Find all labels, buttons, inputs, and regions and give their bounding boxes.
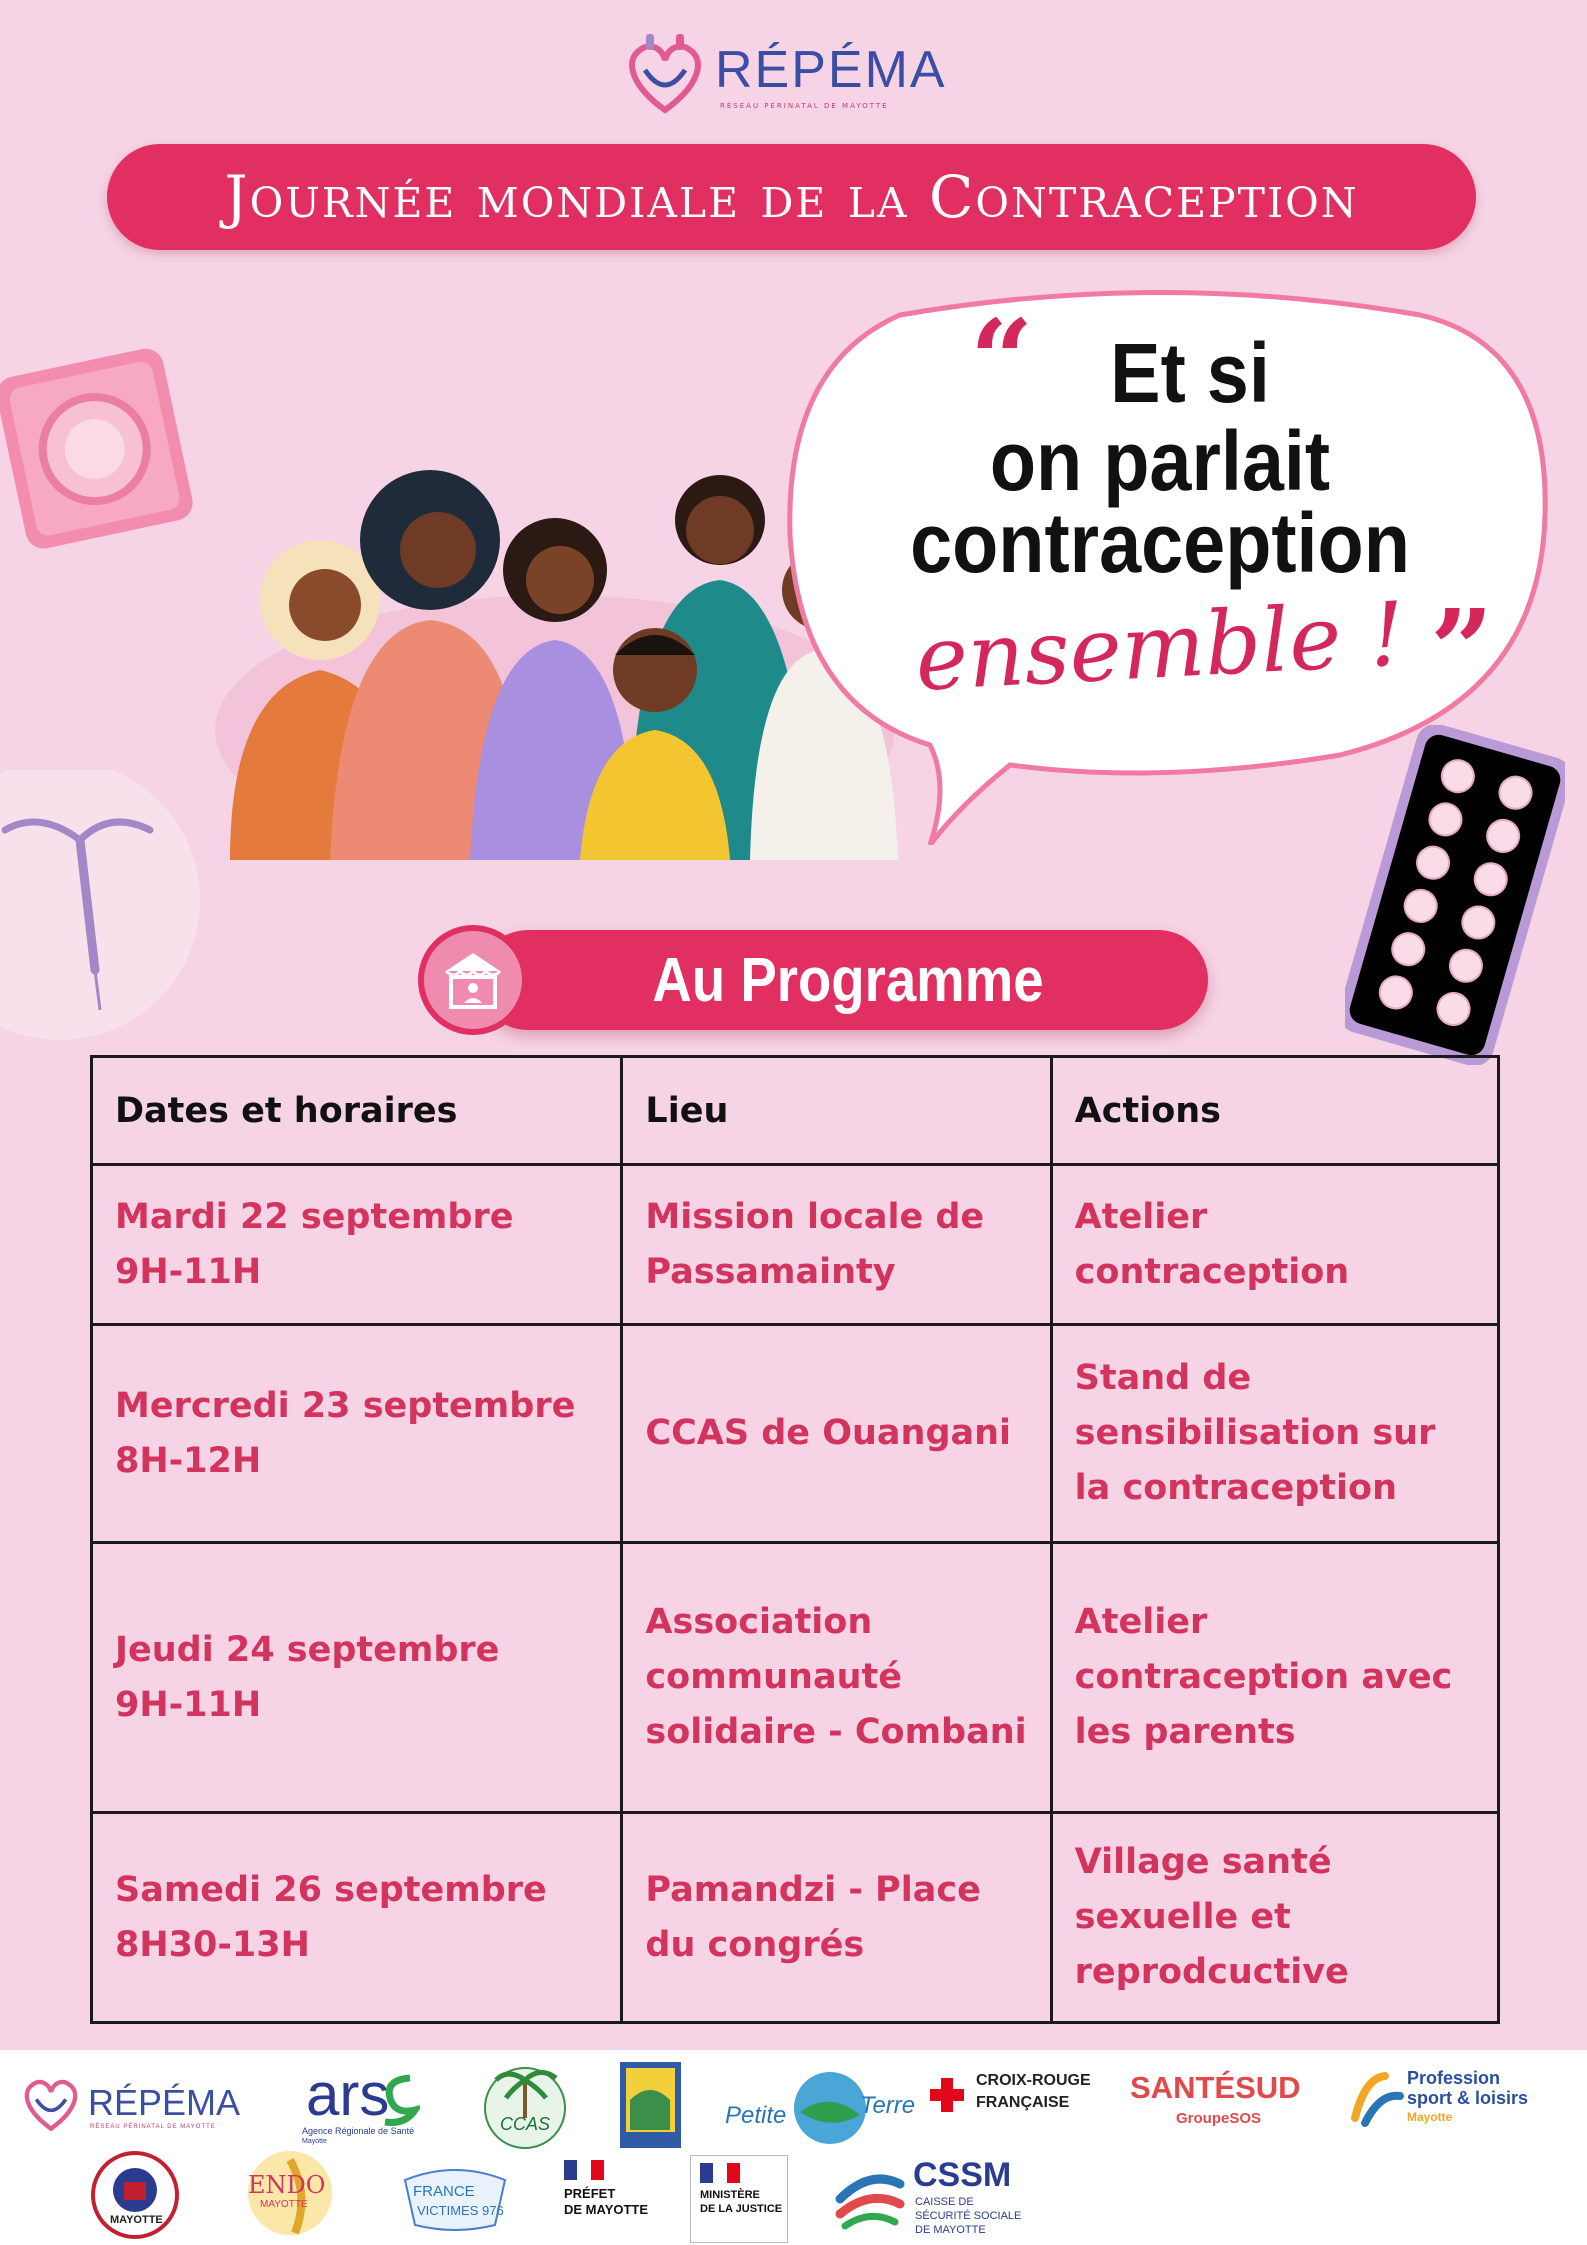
partner-cssm-sub1: CAISSE DE [915,2196,974,2208]
partner-prefet-1: PRÉFET [564,2186,616,2201]
table-row [92,1165,1499,1325]
header-lieu: Lieu [622,1057,1051,1165]
partner-endo-logo [240,2145,350,2245]
schedule-table [90,1055,1500,2024]
partner-endo-name: ENDO [248,2171,326,2199]
page-title: Journée mondiale de la Contraception [224,163,1359,231]
partner-ministere-justice-logo [690,2155,790,2245]
row-date-cell [92,1165,622,1325]
partner-france-victimes-logo [395,2165,525,2235]
partner-shield-logo [618,2060,683,2150]
partner-profession-3: Mayotte [1407,2110,1453,2124]
bubble-line-2: on parlait [989,414,1331,508]
row-time: 8H30-13H [115,1924,310,1965]
partner-cssm-logo [835,2156,1035,2240]
partner-sante-sud-name: SANTÉSUD [1130,2070,1301,2105]
partner-cssm-name: CSSM [913,2156,1012,2194]
row-action: Stand de sensibilisation sur la contraception [1051,1325,1498,1543]
programme-banner [418,925,1208,1035]
row-lieu: Association communauté solidaire - Combani [622,1543,1051,1813]
partner-france-victimes-1: FRANCE [413,2183,475,2200]
table-row [92,1813,1499,2023]
logo-name: RÉPÉMA [715,41,947,99]
row-action: Village santé sexuelle et reprodcuctive [1051,1813,1498,2023]
partner-profession-sport-logo [1345,2068,1555,2138]
repema-heart-icon [18,2070,84,2136]
partner-petite-terre-logo [725,2060,925,2150]
row-date-cell [92,1325,622,1543]
row-lieu: Mission locale de Passamainty [622,1165,1051,1325]
header-actions: Actions [1051,1057,1498,1165]
row-time: 9H-11H [115,1251,262,1292]
partner-cssm-sub3: DE MAYOTTE [915,2224,986,2236]
partner-repema-logo [18,2070,263,2140]
bubble-line-4: ensemble ! [912,582,1408,711]
close-quote-icon: ” [1430,585,1494,714]
partner-sante-sud-sub: GroupeSOS [1176,2110,1262,2127]
partner-ministere-1: MINISTÈRE [700,2189,760,2201]
table-row [92,1325,1499,1543]
row-time: 8H-12H [115,1440,262,1481]
speech-bubble [780,285,1555,845]
row-date-cell [92,1543,622,1813]
ars-swoosh-icon [380,2070,420,2130]
partners-footer [0,2050,1587,2245]
row-action: Atelier contraception [1051,1165,1498,1325]
partner-profession-1: Profession [1407,2068,1501,2088]
partner-ars-sub: Agence Régionale de Santé [302,2126,415,2136]
title-banner [107,144,1476,250]
condom-wrapper-illustration [0,340,200,560]
logo-tagline: RÉSEAU PÉRINATAL DE MAYOTTE [720,102,889,110]
row-date: Mercredi 23 septembre [115,1385,576,1426]
iud-illustration [0,770,200,1040]
partner-mayotte-seal-logo [90,2150,185,2245]
partner-petite-terre-name-2: Terre [860,2092,916,2119]
partner-ars-sub2: Mayotte [302,2138,327,2145]
open-quote-icon: “ [970,295,1034,424]
row-date-cell [92,1813,622,2023]
repema-heart-icon [620,30,710,120]
partner-profession-2: sport & loisirs [1407,2088,1529,2108]
partner-repema-name: RÉPÉMA [88,2082,241,2123]
partner-prefet-2: DE MAYOTTE [564,2202,649,2217]
partner-croix-rouge-logo [930,2070,1105,2130]
table-header-row [92,1057,1499,1165]
red-cross-icon [930,2078,964,2112]
repema-logo [620,30,947,120]
partner-endo-sub: MAYOTTE [260,2199,308,2210]
table-row [92,1543,1499,1813]
partner-ars-logo [298,2061,433,2148]
partner-ccas-logo [478,2058,573,2153]
partner-ars-name: ars [306,2061,390,2128]
row-date: Mardi 22 septembre [115,1196,514,1237]
row-date: Samedi 26 septembre [115,1869,547,1910]
programme-title: Au Programme [652,945,1044,1015]
row-action: Atelier contraception avec les parents [1051,1543,1498,1813]
programme-circle [418,925,528,1035]
partner-croix-rouge-1: CROIX-ROUGE [976,2072,1091,2089]
partner-repema-sub: RÉSEAU PÉRINATAL DE MAYOTTE [90,2124,216,2130]
bubble-line-1: Et si [1110,326,1270,420]
partner-ccas-name: CCAS [500,2114,551,2134]
marianne-flag-icon [700,2163,740,2183]
partner-ministere-2: DE LA JUSTICE [700,2203,783,2215]
partner-prefet-logo [560,2160,660,2245]
row-lieu: Pamandzi - Place du congrés [622,1813,1051,2023]
row-time: 9H-11H [115,1684,262,1725]
row-lieu: CCAS de Ouangani [622,1325,1051,1543]
partner-france-victimes-2: VICTIMES 976 [417,2203,504,2218]
partner-mayotte-name: MAYOTTE [110,2214,163,2226]
partner-petite-terre-name-1: Petite [725,2102,787,2129]
marianne-flag-icon [564,2160,604,2180]
stand-icon [424,931,522,1029]
partner-croix-rouge-2: FRANÇAISE [976,2094,1070,2111]
bubble-line-3: contraception [910,496,1410,590]
row-date: Jeudi 24 septembre [115,1629,500,1670]
partner-sante-sud-logo [1130,2070,1315,2130]
header-dates: Dates et horaires [92,1057,622,1165]
partner-cssm-sub2: SÉCURITÉ SOCIALE [915,2210,1022,2222]
